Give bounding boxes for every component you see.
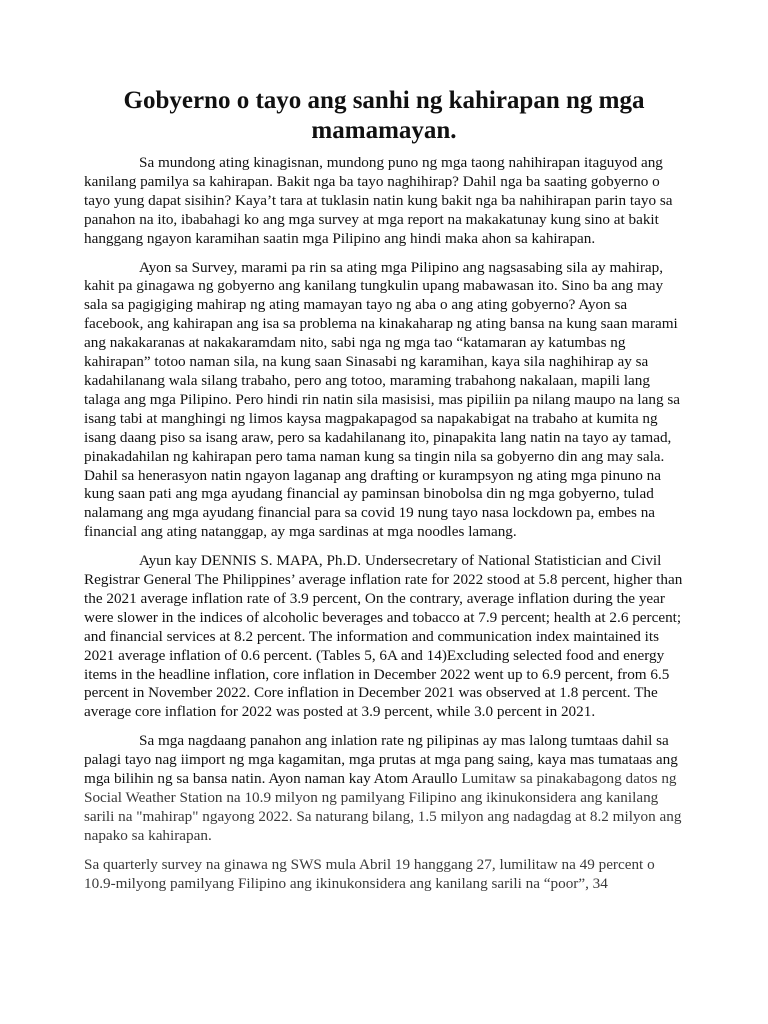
- paragraph-sws-survey: Sa quarterly survey na ginawa ng SWS mula Abril 19 hanggang 27, lumilitaw na 49 percent o 10.9-milyong pamilyang Filipino ang ikinukonsidera ang kanilang sarili na “poor”, 34: [84, 855, 655, 892]
- paragraph-survey: Ayon sa Survey, marami pa rin sa ating mga Pilipino ang nagsasabing sila ay mahirap, kahit pa ginagawa ng gobyerno ang kanilang tungkulin upang mabawasan ito. Sino ba ang may sala sa pagigiging mahirap ng ating mamayan tayo ng aba o ang ating gobyerno? Ayon sa facebook, ang kahirapan ang isa sa problema na kinakaharap ng ating bansa na kung saan marami ang nakakaranas at nakakaramdam nito, sabi nga ng mga tao “katamaran ay katumbas ng kahirapan” totoo naman sila, na kung saan Sinasabi ng karamihan, kaya sila naghihirap ay sa kadahilanang wala silang trabaho, pero ang totoo, maraming trabahong nakalaan, mapili lang talaga ang mga Pilipino. Pero hindi rin natin sila masisisi, mas pipiliin pa nilang maupo na lang sa isang tabi at manghingi ng limos kaysa magpakapagod sa napakabigat na trabaho at kumita ng isang daang piso sa isang araw, pero sa kadahilanang ito, pinapakita lang natin na tayo ay tamad, pinakadahilan ng kahirapan pero tama naman kung sa tingin nila sa gobyerno din ang may sala. Dahil sa henerasyon natin ngayon laganap ang drafting or kurampsyon ng ating mga pinuno na kung saan pati ang mga ayudang financial ay paminsan binobolsa din ng mga gobyerno, tulad nalamang ang mga ayudang financial para sa covid 19 nung tayo nasa lockdown pa, embes na financial ang ating natanggap, ay mga sardinas at mga noodles lamang.: [84, 258, 681, 541]
- paragraph-import-text: Sa mga nagdaang panahon ang inlation rate ng pilipinas ay mas lalong tumtaas dahil sa palagi tayo nag iimport ng mga kagamitan, mga prutas at mga pang saing, kaya mas tumataas ang mga bilihin ng sa bansa natin. Ayon naman kay Atom Araullo: [84, 732, 678, 788]
- paragraph-intro: Sa mundong ating kinagisnan, mundong puno ng mga taong nahihirapan itaguyod ang kanilang pamilya sa kahirapan. Bakit nga ba tayo naghihirap? Dahil nga ba saating gobyerno o tayo yung dapat sisihin? Kaya’t tara at tuklasin natin kung bakit nga ba nahihirapan parin tayo sa panahon na ito, ibabahagi ko ang mga survey at mga report na makakatunay kung sino at bakit hanggang ngayon karamihan saatin mga Pilipino ang hindi maka ahon sa kahirapan.: [84, 154, 673, 247]
- document-body: [84, 154, 684, 904]
- paragraph-import-quote: Lumitaw sa pinakabagong datos ng Social Weather Station na 10.9 milyon ng pamilyang Filipino ang ikinukonsidera ang kanilang sarili na "mahirap" ngayong 2022. Sa naturang bilang, 1.5 milyon ang nadagdag at 8.2 milyon ang napako sa kahirapan.: [84, 770, 682, 844]
- paragraph-inflation: Ayun kay DENNIS S. MAPA, Ph.D. Undersecretary of National Statistician and Civil Registrar General The Philippines’ average inflation rate for 2022 stood at 5.8 percent, higher than the 2021 average inflation rate of 3.9 percent, On the contrary, average inflation during the year were slower in the indices of alcoholic beverages and tobacco at 7.9 percent; health at 2.6 percent; and financial services at 8.2 percent. The information and communication index maintained its 2021 average inflation of 0.6 percent. (Tables 5, 6A and 14)Excluding selected food and energy items in the headline inflation, core inflation in December 2022 went up to 6.9 percent, from 6.5 percent in November 2022. Core inflation in December 2021 was observed at 1.8 percent. The average core inflation for 2022 was posted at 3.9 percent, while 3.0 percent in 2021.: [84, 552, 683, 721]
- paragraph-import: [84, 732, 684, 845]
- document-title: Gobyerno o tayo ang sanhi ng kahirapan ng mga mamamayan.: [123, 87, 645, 144]
